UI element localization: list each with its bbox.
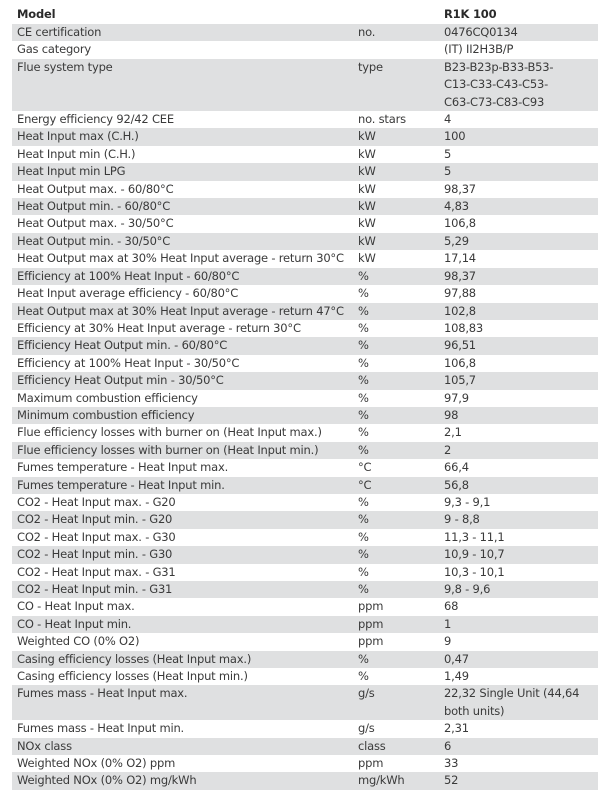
row-value: (IT) II2H3B/P bbox=[439, 41, 598, 58]
row-parameter: Heat Output min. - 60/80°C bbox=[12, 198, 353, 215]
row-unit bbox=[353, 41, 439, 58]
table-row bbox=[12, 407, 598, 424]
row-value: 5 bbox=[439, 146, 598, 163]
row-parameter: Heat Input max (C.H.) bbox=[12, 128, 353, 145]
spec-body bbox=[12, 24, 598, 790]
row-parameter: Weighted CO (0% O2) bbox=[12, 633, 353, 650]
row-value: 108,83 bbox=[439, 320, 598, 337]
row-parameter: Heat Output max at 30% Heat Input average - return 47°C bbox=[12, 303, 353, 320]
table-row bbox=[12, 285, 598, 302]
row-unit: % bbox=[353, 668, 439, 685]
row-parameter: Efficiency at 30% Heat Input average - return 30°C bbox=[12, 320, 353, 337]
row-parameter: Weighted NOx (0% O2) mg/kWh bbox=[12, 772, 353, 789]
row-value: 106,8 bbox=[439, 355, 598, 372]
table-row bbox=[12, 546, 598, 563]
table-row bbox=[12, 477, 598, 494]
row-parameter: Heat Output max at 30% Heat Input average - return 30°C bbox=[12, 250, 353, 267]
table-row bbox=[12, 616, 598, 633]
header-model-label: Model bbox=[12, 5, 353, 24]
row-unit: ppm bbox=[353, 616, 439, 633]
row-value: 5,29 bbox=[439, 233, 598, 250]
row-unit: ppm bbox=[353, 598, 439, 615]
row-value: 9,8 - 9,6 bbox=[439, 581, 598, 598]
table-row bbox=[12, 651, 598, 668]
table-row bbox=[12, 668, 598, 685]
table-row bbox=[12, 494, 598, 511]
row-parameter: Efficiency at 100% Heat Input - 30/50°C bbox=[12, 355, 353, 372]
table-row bbox=[12, 128, 598, 145]
row-unit: g/s bbox=[353, 720, 439, 737]
row-parameter: Heat Input average efficiency - 60/80°C bbox=[12, 285, 353, 302]
row-unit: % bbox=[353, 407, 439, 424]
table-row bbox=[12, 738, 598, 755]
row-value: 56,8 bbox=[439, 477, 598, 494]
row-value: 98,37 bbox=[439, 268, 598, 285]
row-parameter: Fumes mass - Heat Input max. bbox=[12, 685, 353, 720]
row-unit: % bbox=[353, 268, 439, 285]
row-value: 33 bbox=[439, 755, 598, 772]
row-parameter: NOx class bbox=[12, 738, 353, 755]
row-parameter: Flue efficiency losses with burner on (Heat Input min.) bbox=[12, 442, 353, 459]
row-parameter: CO - Heat Input min. bbox=[12, 616, 353, 633]
table-row bbox=[12, 529, 598, 546]
row-value-line: C13-C33-C43-C53- bbox=[444, 77, 549, 92]
table-row bbox=[12, 24, 598, 41]
row-unit: kW bbox=[353, 128, 439, 145]
table-row bbox=[12, 320, 598, 337]
table-row bbox=[12, 337, 598, 354]
row-parameter: CO - Heat Input max. bbox=[12, 598, 353, 615]
row-unit: % bbox=[353, 442, 439, 459]
row-value-line: C63-C73-C83-C93 bbox=[444, 94, 545, 109]
table-row bbox=[12, 633, 598, 650]
row-unit: °C bbox=[353, 459, 439, 476]
row-parameter: CO2 - Heat Input max. - G20 bbox=[12, 494, 353, 511]
row-parameter: Gas category bbox=[12, 41, 353, 58]
row-unit: % bbox=[353, 285, 439, 302]
row-unit: kW bbox=[353, 146, 439, 163]
row-value: 2,31 bbox=[439, 720, 598, 737]
row-value: 105,7 bbox=[439, 372, 598, 389]
row-value: 52 bbox=[439, 772, 598, 789]
row-unit: % bbox=[353, 529, 439, 546]
row-value: 2 bbox=[439, 442, 598, 459]
row-unit: class bbox=[353, 738, 439, 755]
row-value: 2,1 bbox=[439, 424, 598, 441]
row-parameter: CO2 - Heat Input min. - G30 bbox=[12, 546, 353, 563]
row-unit: % bbox=[353, 320, 439, 337]
table-row bbox=[12, 581, 598, 598]
header-unit bbox=[353, 5, 439, 24]
table-row bbox=[12, 355, 598, 372]
table-row bbox=[12, 303, 598, 320]
row-unit: mg/kWh bbox=[353, 772, 439, 789]
row-value: 1,49 bbox=[439, 668, 598, 685]
table-row bbox=[12, 233, 598, 250]
row-unit: % bbox=[353, 372, 439, 389]
row-parameter: Flue efficiency losses with burner on (Heat Input max.) bbox=[12, 424, 353, 441]
table-row bbox=[12, 755, 598, 772]
row-unit: % bbox=[353, 511, 439, 528]
row-unit: g/s bbox=[353, 685, 439, 720]
table-row bbox=[12, 511, 598, 528]
row-parameter: Casing efficiency losses (Heat Input min.) bbox=[12, 668, 353, 685]
table-row bbox=[12, 424, 598, 441]
row-value: 9 - 8,8 bbox=[439, 511, 598, 528]
row-unit: kW bbox=[353, 198, 439, 215]
row-unit: ppm bbox=[353, 755, 439, 772]
row-value-line: 22,32 Single Unit (44,64 bbox=[444, 686, 580, 701]
row-value-line: B23-B23p-B33-B53- bbox=[444, 59, 554, 74]
row-value: 9 bbox=[439, 633, 598, 650]
row-unit: kW bbox=[353, 181, 439, 198]
row-value: 100 bbox=[439, 128, 598, 145]
row-parameter: Efficiency Heat Output min. - 60/80°C bbox=[12, 337, 353, 354]
table-row bbox=[12, 111, 598, 128]
row-value: 96,51 bbox=[439, 337, 598, 354]
row-value: 5 bbox=[439, 163, 598, 180]
row-unit: kW bbox=[353, 250, 439, 267]
row-value: 66,4 bbox=[439, 459, 598, 476]
row-unit: % bbox=[353, 424, 439, 441]
row-parameter: Fumes temperature - Heat Input min. bbox=[12, 477, 353, 494]
header-row bbox=[12, 5, 598, 24]
row-parameter: Efficiency at 100% Heat Input - 60/80°C bbox=[12, 268, 353, 285]
row-value: 10,3 - 10,1 bbox=[439, 564, 598, 581]
row-value: 97,9 bbox=[439, 390, 598, 407]
row-unit: no. bbox=[353, 24, 439, 41]
row-unit: ppm bbox=[353, 633, 439, 650]
table-row bbox=[12, 146, 598, 163]
table-row bbox=[12, 163, 598, 180]
row-unit: % bbox=[353, 564, 439, 581]
row-unit: % bbox=[353, 337, 439, 354]
row-unit: % bbox=[353, 390, 439, 407]
table-row bbox=[12, 181, 598, 198]
table-row bbox=[12, 772, 598, 789]
table-row bbox=[12, 41, 598, 58]
row-value: 10,9 - 10,7 bbox=[439, 546, 598, 563]
row-parameter: CE certification bbox=[12, 24, 353, 41]
row-value-line: both units) bbox=[444, 703, 505, 718]
row-value: 102,8 bbox=[439, 303, 598, 320]
row-unit: % bbox=[353, 651, 439, 668]
row-unit: % bbox=[353, 494, 439, 511]
row-parameter: CO2 - Heat Input max. - G31 bbox=[12, 564, 353, 581]
row-value: 11,3 - 11,1 bbox=[439, 529, 598, 546]
table-row bbox=[12, 250, 598, 267]
spec-table bbox=[12, 5, 598, 790]
table-row bbox=[12, 390, 598, 407]
row-parameter: Fumes temperature - Heat Input max. bbox=[12, 459, 353, 476]
row-parameter: Weighted NOx (0% O2) ppm bbox=[12, 755, 353, 772]
row-unit: kW bbox=[353, 163, 439, 180]
row-unit: % bbox=[353, 355, 439, 372]
row-value bbox=[439, 59, 598, 111]
row-value: 4 bbox=[439, 111, 598, 128]
row-unit: °C bbox=[353, 477, 439, 494]
row-parameter: Energy efficiency 92/42 CEE bbox=[12, 111, 353, 128]
row-unit: % bbox=[353, 581, 439, 598]
row-value: 0,47 bbox=[439, 651, 598, 668]
row-value: 0476CQ0134 bbox=[439, 24, 598, 41]
row-value: 6 bbox=[439, 738, 598, 755]
row-parameter: Heat Output max. - 60/80°C bbox=[12, 181, 353, 198]
table-row bbox=[12, 564, 598, 581]
table-row bbox=[12, 459, 598, 476]
table-row bbox=[12, 268, 598, 285]
row-parameter: Maximum combustion efficiency bbox=[12, 390, 353, 407]
table-row bbox=[12, 442, 598, 459]
row-value bbox=[439, 685, 598, 720]
table-row bbox=[12, 720, 598, 737]
row-value: 98,37 bbox=[439, 181, 598, 198]
row-value: 9,3 - 9,1 bbox=[439, 494, 598, 511]
row-parameter: Minimum combustion efficiency bbox=[12, 407, 353, 424]
row-parameter: CO2 - Heat Input max. - G30 bbox=[12, 529, 353, 546]
row-parameter: Casing efficiency losses (Heat Input max.) bbox=[12, 651, 353, 668]
row-parameter: Heat Output min. - 30/50°C bbox=[12, 233, 353, 250]
row-parameter: CO2 - Heat Input min. - G20 bbox=[12, 511, 353, 528]
row-parameter: Flue system type bbox=[12, 59, 353, 111]
row-value: 1 bbox=[439, 616, 598, 633]
row-value: 68 bbox=[439, 598, 598, 615]
table-row bbox=[12, 685, 598, 720]
table-row bbox=[12, 598, 598, 615]
table-row bbox=[12, 372, 598, 389]
row-value: 17,14 bbox=[439, 250, 598, 267]
row-unit: kW bbox=[353, 233, 439, 250]
row-unit: kW bbox=[353, 215, 439, 232]
row-parameter: Heat Output max. - 30/50°C bbox=[12, 215, 353, 232]
row-unit: no. stars bbox=[353, 111, 439, 128]
row-parameter: CO2 - Heat Input min. - G31 bbox=[12, 581, 353, 598]
header-model-name: R1K 100 bbox=[439, 5, 598, 24]
row-parameter: Heat Input min LPG bbox=[12, 163, 353, 180]
row-parameter: Heat Input min (C.H.) bbox=[12, 146, 353, 163]
row-unit: % bbox=[353, 546, 439, 563]
row-value: 98 bbox=[439, 407, 598, 424]
row-value: 106,8 bbox=[439, 215, 598, 232]
row-unit: type bbox=[353, 59, 439, 111]
row-value: 97,88 bbox=[439, 285, 598, 302]
row-parameter: Efficiency Heat Output min - 30/50°C bbox=[12, 372, 353, 389]
table-row bbox=[12, 59, 598, 111]
row-value: 4,83 bbox=[439, 198, 598, 215]
row-parameter: Fumes mass - Heat Input min. bbox=[12, 720, 353, 737]
row-unit: % bbox=[353, 303, 439, 320]
table-row bbox=[12, 215, 598, 232]
table-row bbox=[12, 198, 598, 215]
